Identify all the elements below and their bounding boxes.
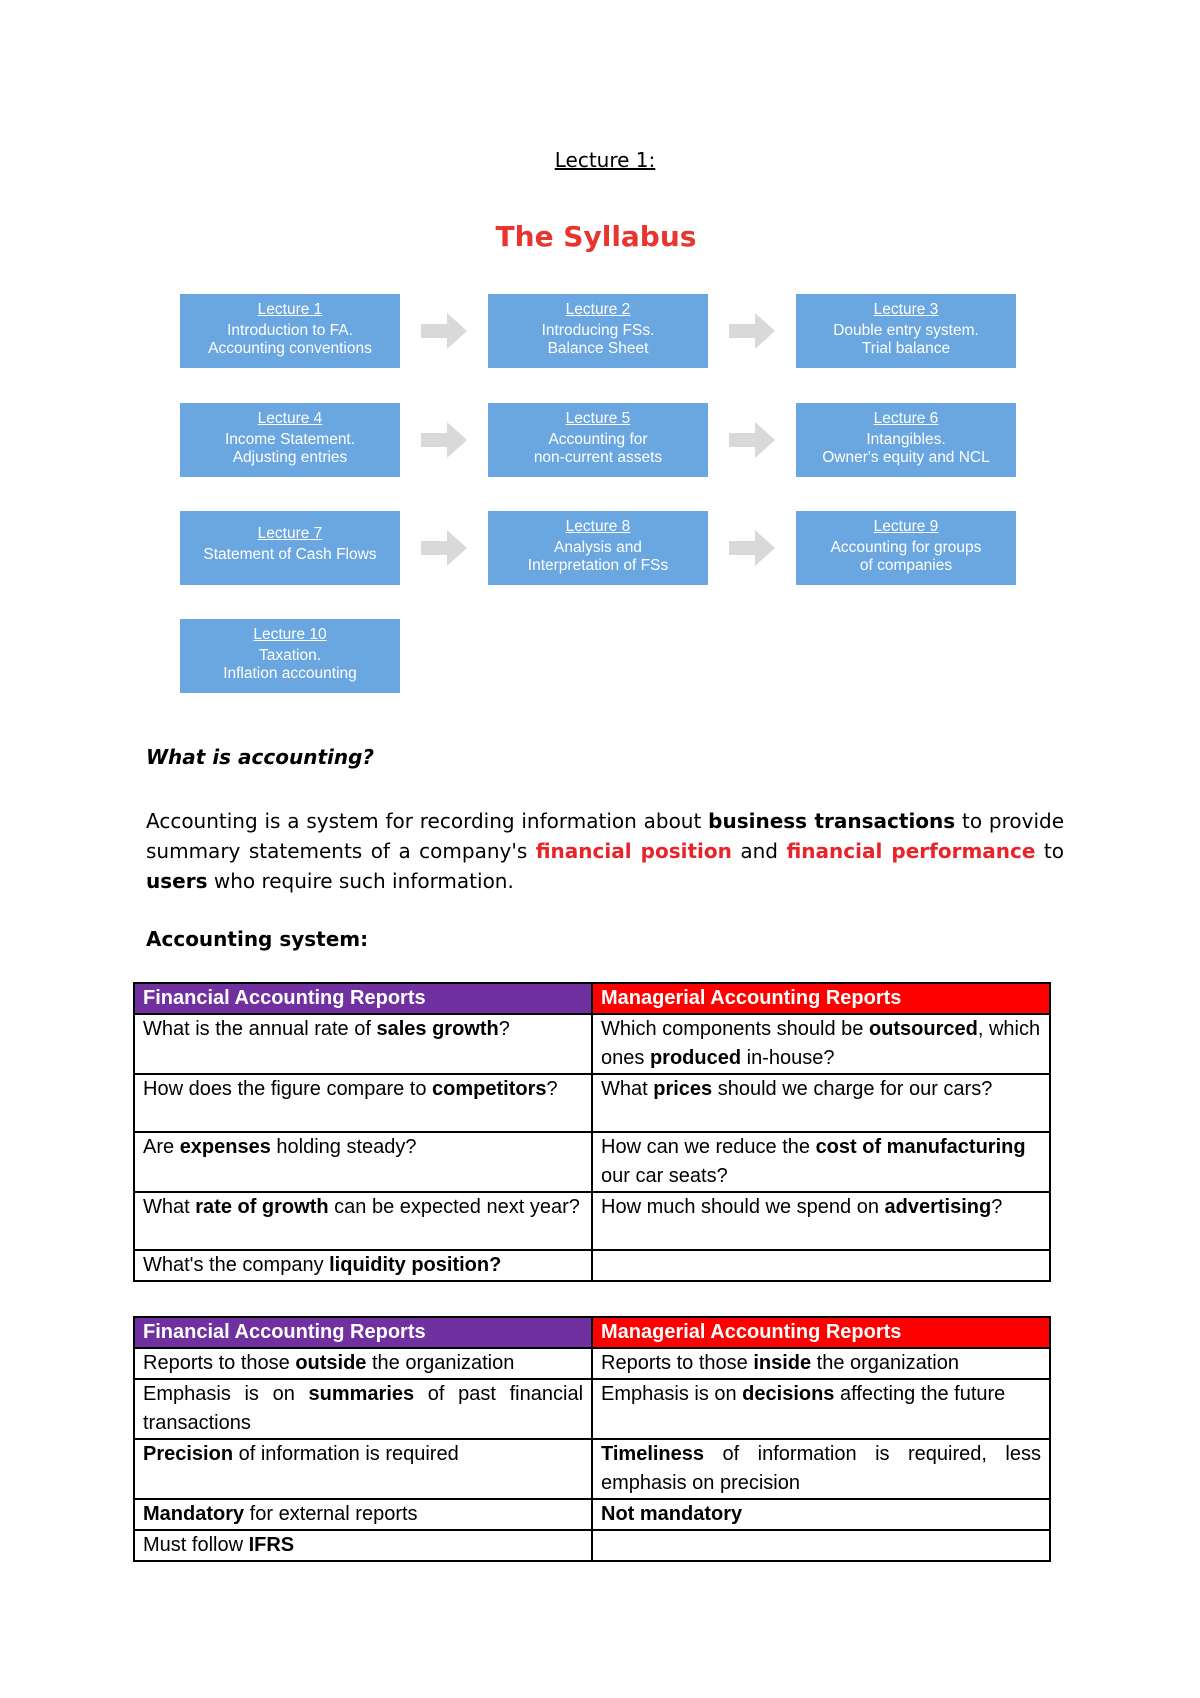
text-run: Are bbox=[143, 1136, 180, 1158]
syllabus-title: The Syllabus bbox=[495, 220, 697, 253]
text-run: What bbox=[143, 1196, 196, 1218]
managerial-header: Managerial Accounting Reports bbox=[592, 1317, 1050, 1348]
table-row bbox=[134, 1014, 1050, 1074]
text-run: Accounting is a system for recording information about bbox=[146, 809, 709, 833]
arrow-right-icon bbox=[421, 530, 467, 566]
lecture-number: Lecture 9 bbox=[873, 518, 939, 535]
lecture-number: Lecture 1 bbox=[257, 301, 323, 318]
managerial-cell bbox=[592, 1439, 1050, 1499]
managerial-cell bbox=[592, 1014, 1050, 1074]
bold-text: sales growth bbox=[376, 1018, 499, 1040]
lecture-box-7 bbox=[180, 511, 400, 585]
bold-text: outsourced bbox=[868, 1018, 978, 1040]
bold-text: summaries bbox=[308, 1383, 415, 1405]
table-row bbox=[134, 1379, 1050, 1439]
bold-text: inside bbox=[753, 1352, 812, 1374]
lecture-box-6 bbox=[796, 403, 1016, 477]
lecture-description: Accounting for non-current assets bbox=[533, 431, 663, 466]
lecture-description: Taxation. Inflation accounting bbox=[223, 647, 357, 682]
managerial-cell bbox=[592, 1074, 1050, 1132]
arrow-right-icon bbox=[729, 422, 775, 458]
table-row bbox=[134, 1530, 1050, 1561]
bold-text: outside bbox=[295, 1352, 367, 1374]
financial-cell bbox=[134, 1014, 592, 1074]
bold-text: users bbox=[146, 869, 208, 893]
text-run: for external reports bbox=[244, 1503, 418, 1525]
bold-text: liquidity position? bbox=[329, 1254, 502, 1276]
financial-cell bbox=[134, 1379, 592, 1439]
accounting-system-heading: Accounting system: bbox=[146, 927, 369, 951]
questions-table bbox=[133, 982, 1051, 1282]
text-run: in-house? bbox=[741, 1047, 835, 1069]
lecture-box-4 bbox=[180, 403, 400, 477]
text-run: Must follow bbox=[143, 1534, 249, 1556]
text-run: of information is required, less emphasis on precision bbox=[601, 1443, 1041, 1494]
highlight-text: financial performance bbox=[786, 839, 1036, 863]
financial-cell bbox=[134, 1074, 592, 1132]
text-run: ? bbox=[546, 1078, 558, 1100]
lecture-box-9 bbox=[796, 511, 1016, 585]
managerial-cell bbox=[592, 1530, 1050, 1561]
lecture-number: Lecture 3 bbox=[873, 301, 939, 318]
bold-text: IFRS bbox=[248, 1534, 295, 1556]
lecture-box-1 bbox=[180, 294, 400, 368]
bold-text: Precision bbox=[143, 1443, 234, 1465]
lecture-box-5 bbox=[488, 403, 708, 477]
text-run: who require such information. bbox=[207, 869, 514, 893]
text-run: What is the annual rate of bbox=[143, 1018, 377, 1040]
text-run: Which components should be bbox=[601, 1018, 869, 1040]
table-row bbox=[134, 1348, 1050, 1379]
managerial-cell bbox=[592, 1499, 1050, 1530]
table-header-row bbox=[134, 983, 1050, 1014]
bold-text: Not mandatory bbox=[601, 1503, 743, 1525]
lecture-box-3 bbox=[796, 294, 1016, 368]
text-run: What's the company bbox=[143, 1254, 330, 1276]
financial-cell bbox=[134, 1132, 592, 1192]
lecture-number: Lecture 7 bbox=[257, 525, 323, 542]
text-run: What bbox=[601, 1078, 654, 1100]
financial-cell bbox=[134, 1348, 592, 1379]
text-run: , which ones bbox=[601, 1018, 1041, 1069]
bold-text: rate of growth bbox=[195, 1196, 329, 1218]
lecture-description: Statement of Cash Flows bbox=[203, 546, 377, 563]
text-run: How does the figure compare to bbox=[143, 1078, 433, 1100]
bold-text: produced bbox=[649, 1047, 742, 1069]
text-run: the organization bbox=[366, 1352, 515, 1374]
managerial-cell bbox=[592, 1348, 1050, 1379]
lecture-number: Lecture 4 bbox=[257, 410, 323, 427]
financial-header: Financial Accounting Reports bbox=[134, 1317, 592, 1348]
managerial-header: Managerial Accounting Reports bbox=[592, 983, 1050, 1014]
bold-text: cost of manufacturing bbox=[815, 1136, 1026, 1158]
text-run: How can we reduce the bbox=[601, 1136, 816, 1158]
lecture-description: Double entry system. Trial balance bbox=[833, 322, 979, 357]
bold-text: prices bbox=[653, 1078, 713, 1100]
text-run: to bbox=[1035, 839, 1064, 863]
arrow-right-icon bbox=[421, 422, 467, 458]
text-run: of information is required bbox=[233, 1443, 459, 1465]
lecture-box-8 bbox=[488, 511, 708, 585]
text-run: and bbox=[731, 839, 787, 863]
arrow-right-icon bbox=[421, 313, 467, 349]
lecture-description: Accounting for groups of companies bbox=[830, 539, 982, 574]
bold-text: Mandatory bbox=[143, 1503, 245, 1525]
bold-text: competitors bbox=[432, 1078, 547, 1100]
financial-cell bbox=[134, 1250, 592, 1281]
arrow-right-icon bbox=[729, 313, 775, 349]
lecture-description: Income Statement. Adjusting entries bbox=[224, 431, 356, 466]
text-run: holding steady? bbox=[270, 1136, 417, 1158]
financial-header: Financial Accounting Reports bbox=[134, 983, 592, 1014]
lecture-description: Intangibles. Owner's equity and NCL bbox=[822, 431, 990, 466]
managerial-cell bbox=[592, 1379, 1050, 1439]
definition-paragraph bbox=[146, 806, 1064, 896]
table-header-row bbox=[134, 1317, 1050, 1348]
managerial-cell bbox=[592, 1132, 1050, 1192]
table-row bbox=[134, 1132, 1050, 1192]
text-run: ? bbox=[991, 1196, 1003, 1218]
financial-cell bbox=[134, 1439, 592, 1499]
lecture-number: Lecture 8 bbox=[565, 518, 631, 535]
highlight-text: financial position bbox=[535, 839, 732, 863]
text-run: Reports to those bbox=[143, 1352, 296, 1374]
lecture-description: Analysis and Interpretation of FSs bbox=[527, 539, 669, 574]
bold-text: business transactions bbox=[708, 809, 956, 833]
financial-cell bbox=[134, 1192, 592, 1250]
text-run: the organization bbox=[811, 1352, 959, 1374]
text-run: ? bbox=[498, 1018, 510, 1040]
text-run: can be expected next year? bbox=[328, 1196, 580, 1218]
lecture-number: Lecture 2 bbox=[565, 301, 631, 318]
section-question: What is accounting? bbox=[146, 745, 375, 769]
table-row bbox=[134, 1192, 1050, 1250]
table-row bbox=[134, 1250, 1050, 1281]
text-run: How much should we spend on bbox=[601, 1196, 885, 1218]
lecture-description: Introducing FSs. Balance Sheet bbox=[541, 322, 655, 357]
text-run: Reports to those bbox=[601, 1352, 754, 1374]
lecture-number: Lecture 6 bbox=[873, 410, 939, 427]
text-run: to provide summary statements of a company's bbox=[146, 809, 1065, 863]
table-row bbox=[134, 1074, 1050, 1132]
lecture-number: Lecture 5 bbox=[565, 410, 631, 427]
text-run: should we charge for our cars? bbox=[712, 1078, 993, 1100]
managerial-cell bbox=[592, 1250, 1050, 1281]
lecture-number: Lecture 10 bbox=[253, 626, 327, 643]
text-run: our car seats? bbox=[601, 1165, 728, 1187]
managerial-cell bbox=[592, 1192, 1050, 1250]
lecture-box-10 bbox=[180, 619, 400, 693]
financial-cell bbox=[134, 1530, 592, 1561]
table-row bbox=[134, 1499, 1050, 1530]
bold-text: Timeliness bbox=[601, 1443, 705, 1465]
page-heading: Lecture 1: bbox=[554, 148, 656, 172]
lecture-description: Introduction to FA. Accounting conventions bbox=[208, 322, 372, 357]
text-run: of past financial transactions bbox=[143, 1383, 584, 1434]
lecture-box-2 bbox=[488, 294, 708, 368]
financial-cell bbox=[134, 1499, 592, 1530]
bold-text: decisions bbox=[742, 1383, 835, 1405]
text-run: Emphasis is on bbox=[143, 1383, 309, 1405]
comparison-table bbox=[133, 1316, 1051, 1562]
bold-text: expenses bbox=[179, 1136, 271, 1158]
table-row bbox=[134, 1439, 1050, 1499]
text-run: Emphasis is on bbox=[601, 1383, 743, 1405]
arrow-right-icon bbox=[729, 530, 775, 566]
text-run: affecting the future bbox=[834, 1383, 1006, 1405]
bold-text: advertising bbox=[884, 1196, 992, 1218]
